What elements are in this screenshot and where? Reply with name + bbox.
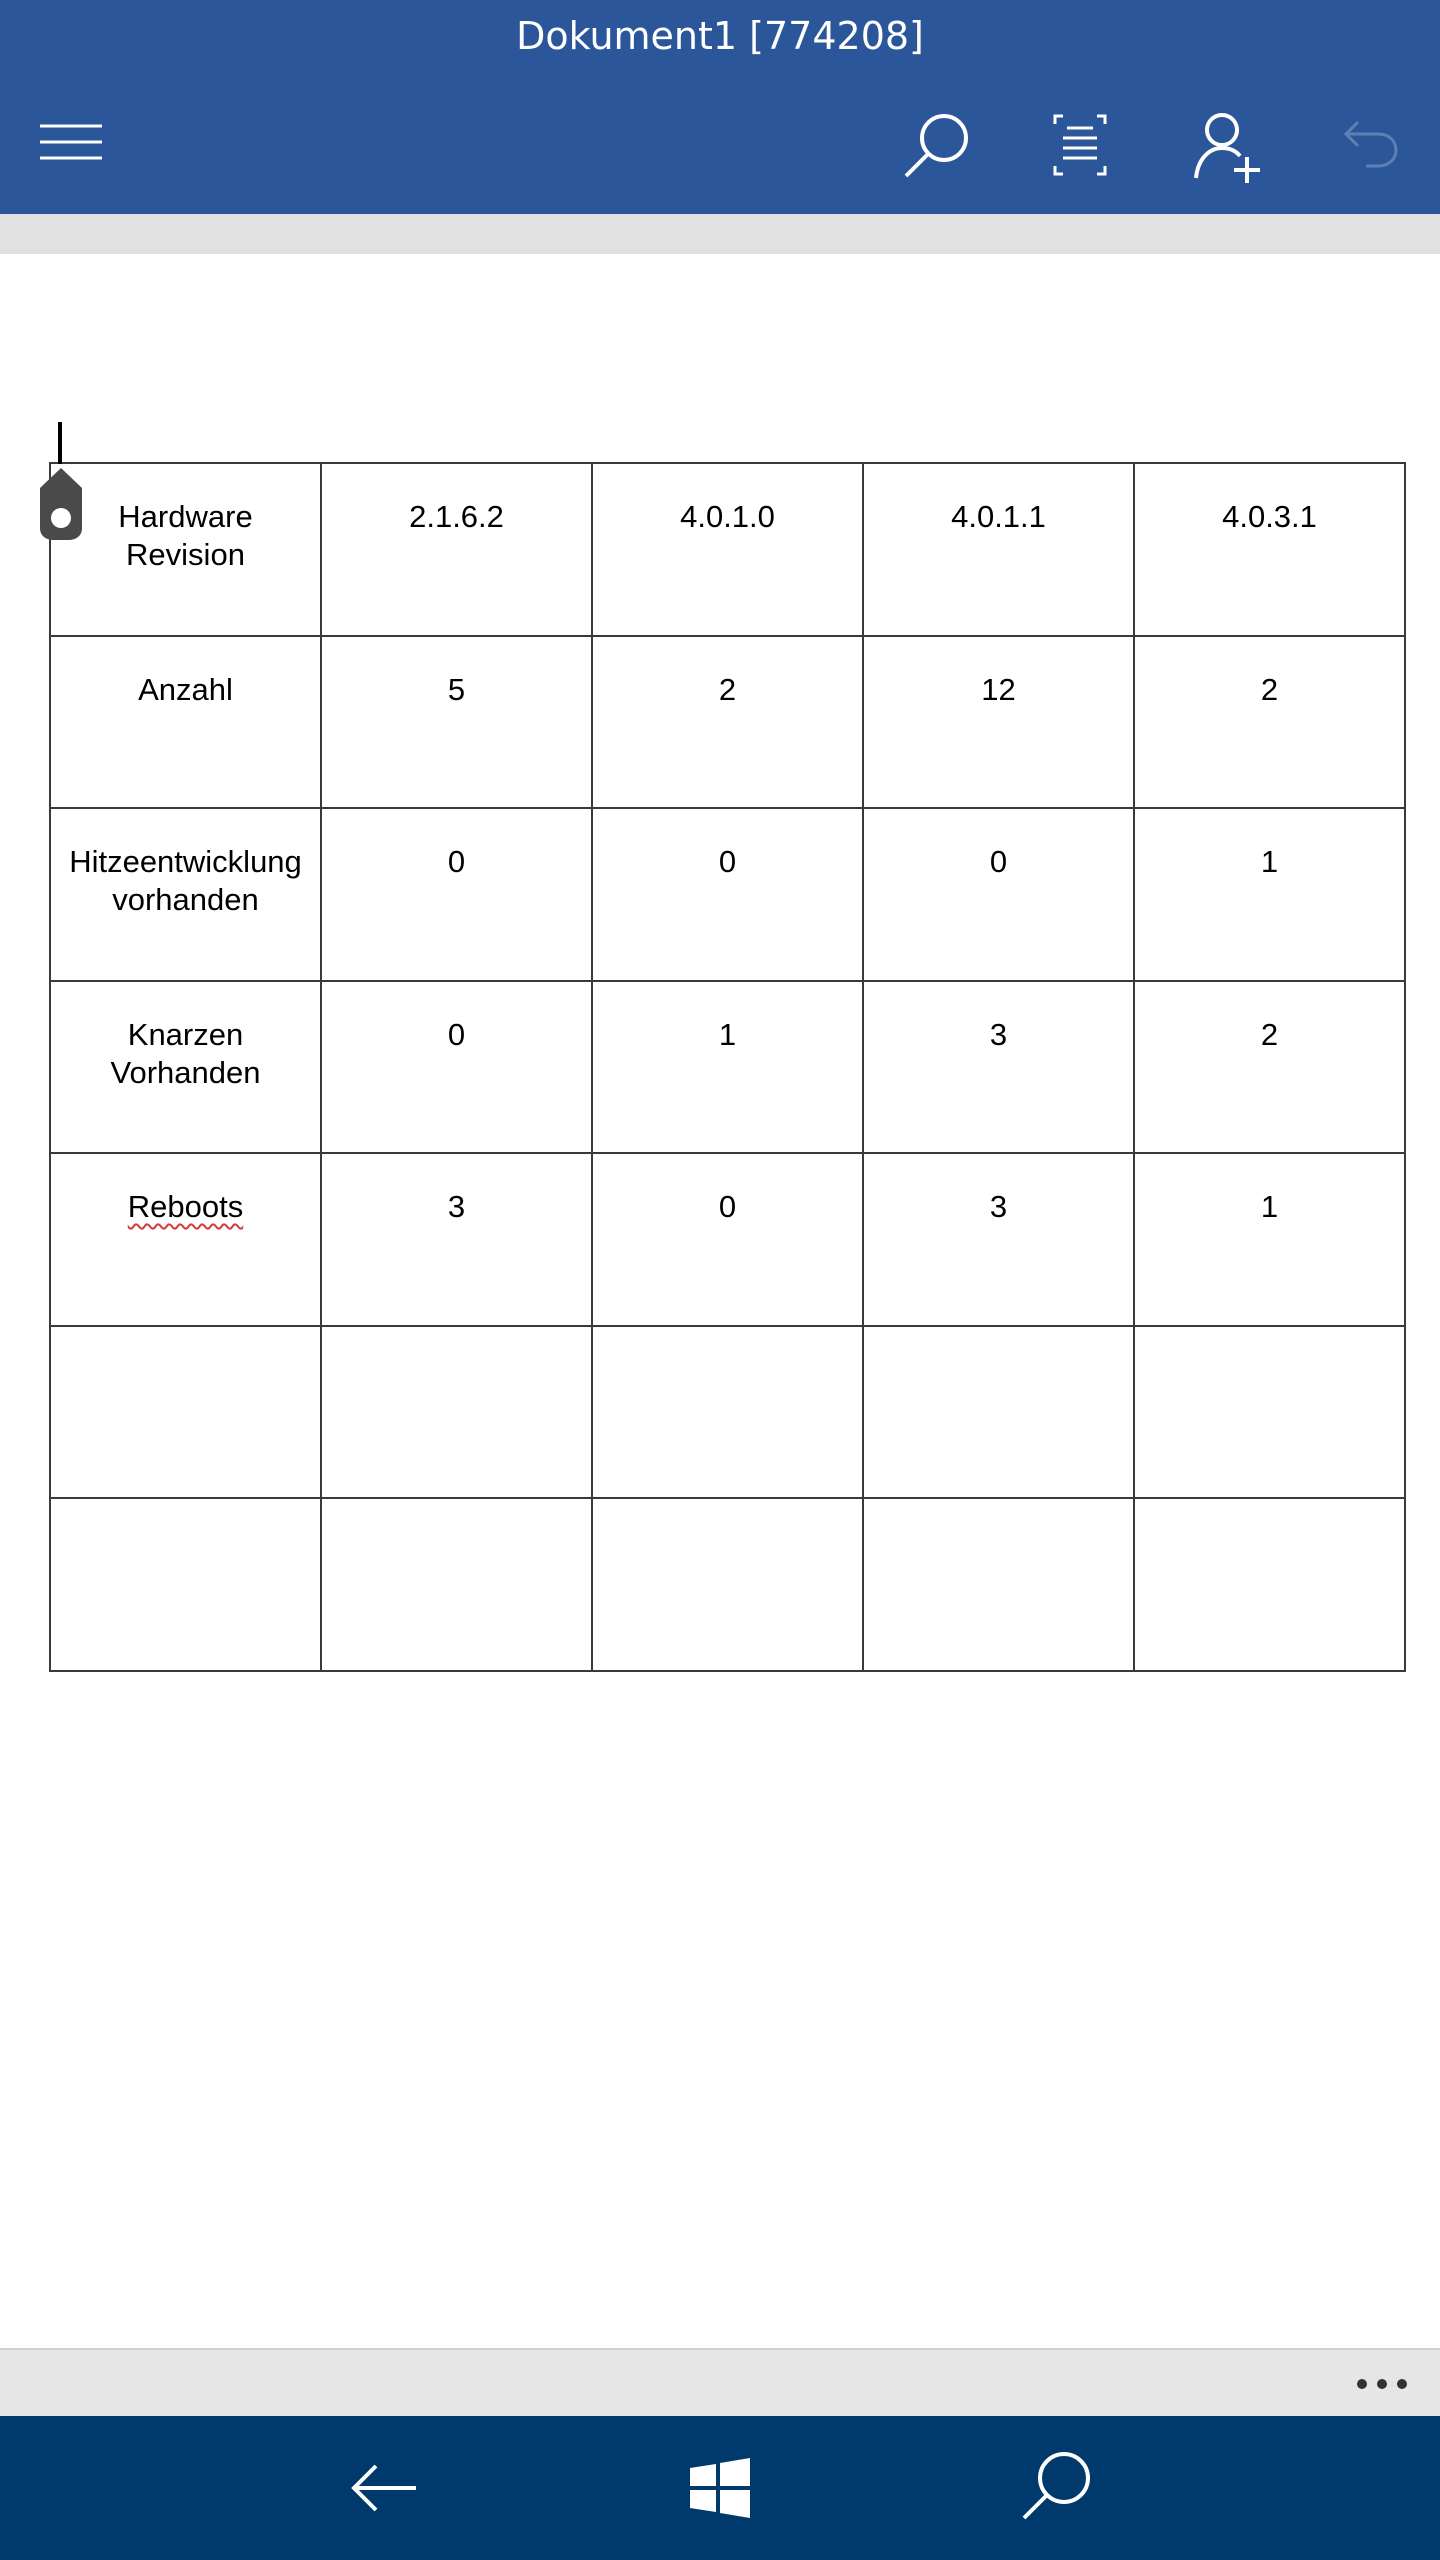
cell-text: 3	[989, 1189, 1008, 1224]
table-cell[interactable]	[592, 463, 863, 636]
cell-text: 1	[1260, 1189, 1279, 1224]
cell-text: Knarzen Vorhanden	[110, 1016, 261, 1090]
table-cell[interactable]	[863, 636, 1134, 809]
back-button[interactable]	[334, 2438, 434, 2538]
selection-handle[interactable]	[38, 466, 84, 542]
table-cell[interactable]	[1134, 636, 1405, 809]
cell-text: 0	[718, 844, 737, 879]
cell-text: 2	[1260, 671, 1279, 707]
table-cell[interactable]	[50, 636, 321, 809]
app-header	[0, 0, 1440, 214]
windows-logo-icon	[670, 2438, 770, 2538]
table-cell[interactable]	[50, 463, 321, 636]
table-cell[interactable]	[50, 1326, 321, 1499]
table-cell[interactable]	[863, 1326, 1134, 1499]
cell-text: Hitzeentwicklung vorhanden	[69, 844, 302, 917]
table-cell[interactable]	[1134, 1326, 1405, 1499]
read-mode-button[interactable]	[1035, 100, 1125, 190]
table-row	[50, 808, 1405, 981]
menu-button[interactable]	[26, 100, 116, 190]
cell-text: 4.0.1.0	[680, 499, 775, 534]
read-mode-icon	[1035, 100, 1125, 190]
ellipsis-icon	[1352, 2362, 1412, 2406]
cell-text: 5	[447, 671, 466, 707]
cell-text: Reboots	[127, 1189, 244, 1224]
cortana-search-button[interactable]	[1006, 2438, 1106, 2538]
table-cell[interactable]	[1134, 1153, 1405, 1326]
table-cell[interactable]	[592, 1326, 863, 1499]
cell-text: 3	[989, 1016, 1008, 1052]
gripper-icon	[38, 466, 84, 542]
table-cell[interactable]	[321, 636, 592, 809]
cell-text: 2.1.6.2	[409, 499, 504, 534]
table-cell[interactable]	[863, 463, 1134, 636]
document-table[interactable]	[49, 462, 1406, 1672]
table-cell[interactable]	[321, 981, 592, 1154]
system-nav-bar	[0, 2416, 1440, 2560]
cell-text: 0	[718, 1189, 737, 1224]
table-cell[interactable]	[863, 981, 1134, 1154]
table-row	[50, 636, 1405, 809]
table-cell[interactable]	[50, 1153, 321, 1326]
table-cell[interactable]	[592, 981, 863, 1154]
cell-text: 0	[989, 844, 1008, 879]
search-icon	[892, 100, 982, 190]
table-cell[interactable]	[1134, 463, 1405, 636]
cell-text: 1	[718, 1016, 737, 1052]
table-cell[interactable]	[50, 1498, 321, 1671]
text-cursor	[58, 422, 62, 464]
table-cell[interactable]	[592, 808, 863, 981]
table-cell[interactable]	[321, 1326, 592, 1499]
table-cell[interactable]	[321, 1498, 592, 1671]
start-button[interactable]	[670, 2438, 770, 2538]
undo-icon	[1322, 100, 1412, 190]
cell-text: 3	[447, 1189, 466, 1224]
table-row	[50, 1326, 1405, 1499]
table-row	[50, 981, 1405, 1154]
search-icon	[1006, 2438, 1106, 2538]
table-cell[interactable]	[1134, 1498, 1405, 1671]
back-arrow-icon	[334, 2438, 434, 2538]
command-bar	[0, 2348, 1440, 2416]
table-cell[interactable]	[321, 463, 592, 636]
table-cell[interactable]	[863, 1498, 1134, 1671]
table-cell[interactable]	[1134, 808, 1405, 981]
table-row	[50, 463, 1405, 636]
table-cell[interactable]	[592, 1498, 863, 1671]
table-cell[interactable]	[863, 1153, 1134, 1326]
table-cell[interactable]	[592, 636, 863, 809]
table-cell[interactable]	[321, 808, 592, 981]
table-row	[50, 1153, 1405, 1326]
table-row	[50, 1498, 1405, 1671]
cell-text: 0	[447, 844, 466, 879]
cell-text: 4.0.1.1	[951, 499, 1046, 534]
table-cell[interactable]	[592, 1153, 863, 1326]
cell-text: Anzahl	[138, 671, 233, 707]
table-cell[interactable]	[321, 1153, 592, 1326]
more-options-button[interactable]	[1352, 2362, 1412, 2406]
table-cell[interactable]	[50, 808, 321, 981]
cell-text: 2	[718, 671, 737, 707]
cell-text: 0	[447, 1016, 466, 1052]
share-person-add-icon	[1180, 100, 1270, 190]
table-cell[interactable]	[1134, 981, 1405, 1154]
table-cell[interactable]	[863, 808, 1134, 981]
hamburger-menu-icon	[26, 100, 116, 190]
cell-text: 4.0.3.1	[1222, 499, 1317, 534]
cell-text: Hardware Revision	[118, 499, 253, 572]
cell-text: 1	[1260, 844, 1279, 879]
undo-button[interactable]	[1322, 100, 1412, 190]
cell-text: 2	[1260, 1016, 1279, 1052]
ribbon-divider	[0, 214, 1440, 254]
share-button[interactable]	[1180, 100, 1270, 190]
document-title: Dokument1 [774208]	[516, 14, 924, 58]
search-button[interactable]	[892, 100, 982, 190]
table-cell[interactable]	[50, 981, 321, 1154]
cell-text: 12	[981, 671, 1016, 707]
